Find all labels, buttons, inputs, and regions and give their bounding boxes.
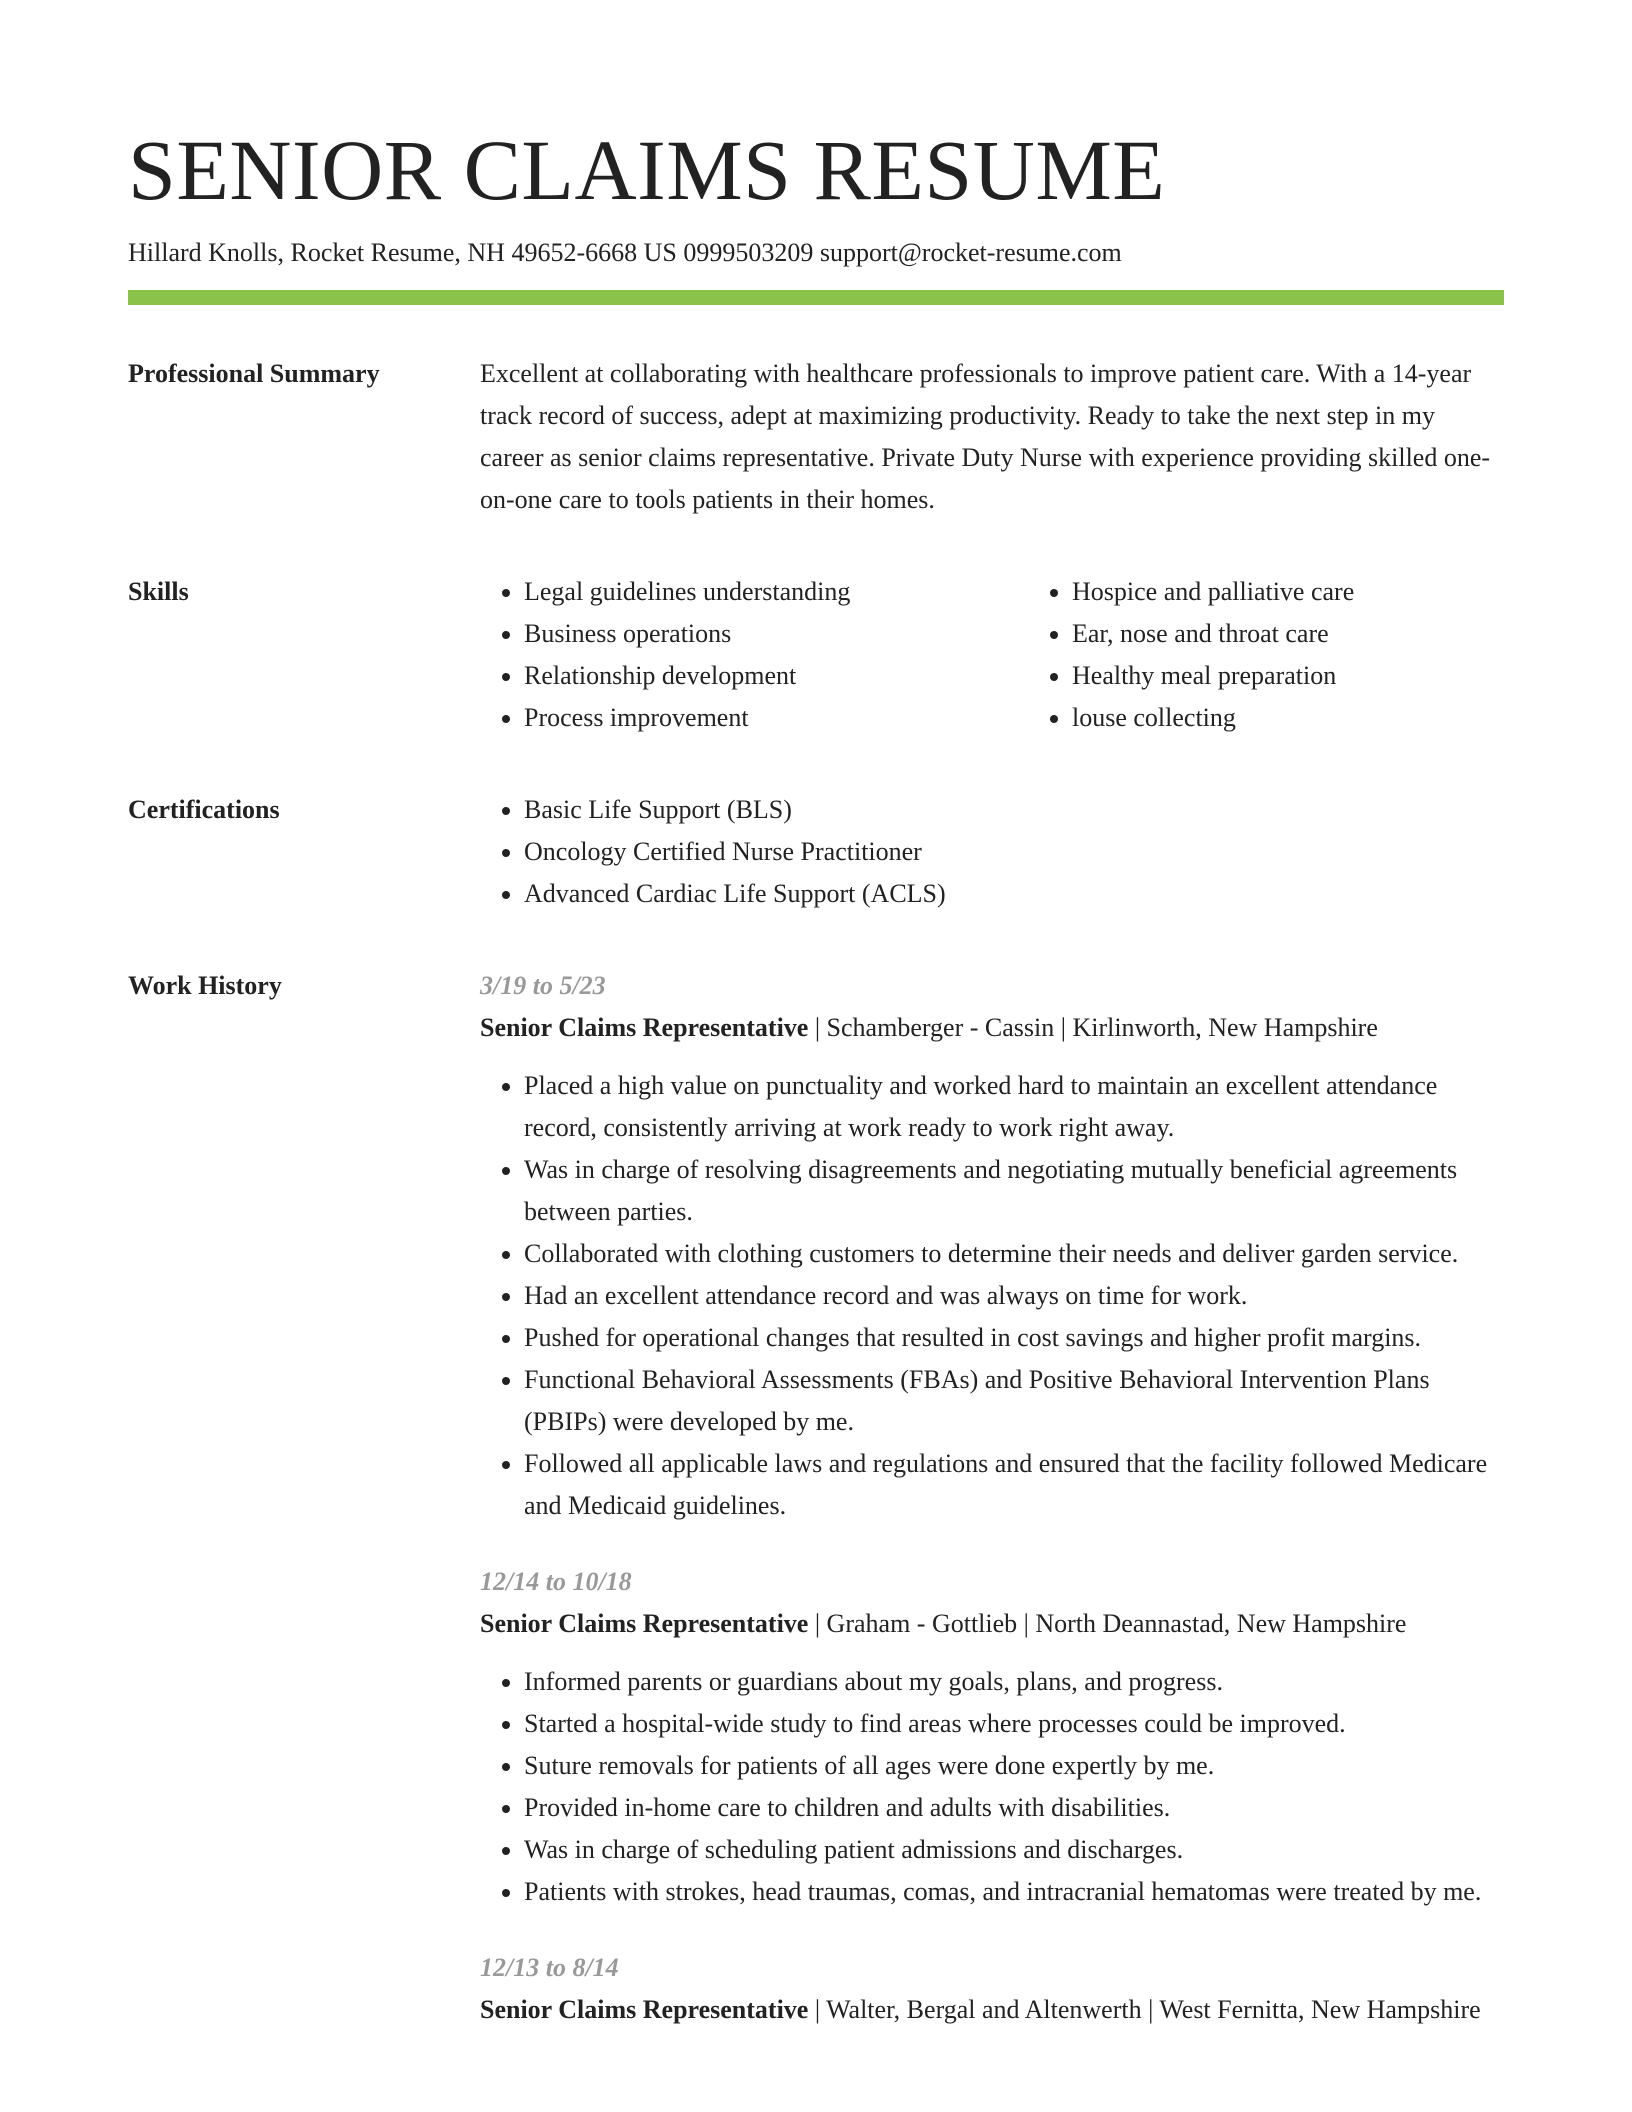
certification-item: • Oncology Certified Nurse Practitioner bbox=[524, 831, 1504, 873]
resume-title: SENIOR CLAIMS RESUME bbox=[128, 122, 1166, 218]
job-dates: 12/14 to 10/18 bbox=[480, 1567, 632, 1596]
skill-item: • Hospice and palliative care bbox=[1072, 571, 1576, 613]
job-title: Senior Claims Representative bbox=[480, 1609, 809, 1638]
job-title-line bbox=[480, 1603, 1504, 1645]
job-bullet: • Patients with strokes, head traumas, comas, and intracranial hematomas were treated by me. bbox=[524, 1871, 1504, 1913]
job-bullet: • Was in charge of scheduling patient admissions and discharges. bbox=[524, 1829, 1504, 1871]
job-bullet: • Followed all applicable laws and regulations and ensured that the facility followed Medicare and Medicaid guidelines. bbox=[524, 1443, 1504, 1527]
job-details: | Graham - Gottlieb | North Deannastad, New Hampshire bbox=[808, 1609, 1407, 1638]
job-details: | Schamberger - Cassin | Kirlinworth, New Hampshire bbox=[808, 1013, 1378, 1042]
skills-label: Skills bbox=[128, 577, 189, 606]
job-dates: 3/19 to 5/23 bbox=[480, 971, 606, 1000]
job-entry bbox=[480, 1561, 1504, 1913]
work-history-section bbox=[128, 965, 1504, 2065]
skill-item: • Process improvement bbox=[524, 697, 1028, 739]
certifications-label: Certifications bbox=[128, 795, 280, 824]
summary-section bbox=[128, 353, 1504, 521]
job-bullet: • Had an excellent attendance record and was always on time for work. bbox=[524, 1275, 1504, 1317]
job-title: Senior Claims Representative bbox=[480, 1995, 809, 2024]
skills-list-right bbox=[1028, 571, 1576, 739]
resume-page bbox=[128, 0, 1504, 2065]
skills-list-left bbox=[480, 571, 1028, 739]
job-bullet: • Functional Behavioral Assessments (FBAs) and Positive Behavioral Intervention Plans (PBIPs) were developed by me. bbox=[524, 1359, 1504, 1443]
job-bullet: • Started a hospital-wide study to find areas where processes could be improved. bbox=[524, 1703, 1504, 1745]
summary-label: Professional Summary bbox=[128, 359, 380, 388]
job-title-line bbox=[480, 1007, 1504, 1049]
job-dates: 12/13 to 8/14 bbox=[480, 1953, 619, 1982]
skill-item: • Business operations bbox=[524, 613, 1028, 655]
certifications-list bbox=[480, 789, 1504, 915]
certification-item: • Basic Life Support (BLS) bbox=[524, 789, 1504, 831]
skill-item: • Healthy meal preparation bbox=[1072, 655, 1576, 697]
job-entry bbox=[480, 1947, 1504, 2031]
job-bullet: • Placed a high value on punctuality and worked hard to maintain an excellent attendance record, consistently arriving at work ready to work right away. bbox=[524, 1065, 1504, 1149]
job-bullet: • Was in charge of resolving disagreements and negotiating mutually beneficial agreements between parties. bbox=[524, 1149, 1504, 1233]
job-bullet: • Suture removals for patients of all ages were done expertly by me. bbox=[524, 1745, 1504, 1787]
skills-section bbox=[128, 571, 1504, 739]
job-bullet: • Pushed for operational changes that resulted in cost savings and higher profit margins. bbox=[524, 1317, 1504, 1359]
skill-item: • Legal guidelines understanding bbox=[524, 571, 1028, 613]
job-details: | Walter, Bergal and Altenwerth | West Fernitta, New Hampshire bbox=[808, 1995, 1481, 2024]
job-bullets bbox=[480, 1661, 1504, 1913]
skill-item: • Ear, nose and throat care bbox=[1072, 613, 1576, 655]
skill-item: • Relationship development bbox=[524, 655, 1028, 697]
summary-text: Excellent at collaborating with healthcare professionals to improve patient care. With a 14-year track record of success, adept at maximizing productivity. Ready to take the next step in my career as senior claims representative. Private Duty Nurse with experience providing skilled one-on-one care to tools patients in their homes. bbox=[480, 359, 1491, 514]
job-bullets bbox=[480, 1065, 1504, 1527]
certification-item: • Advanced Cardiac Life Support (ACLS) bbox=[524, 873, 1504, 915]
job-title: Senior Claims Representative bbox=[480, 1013, 809, 1042]
job-bullet: • Informed parents or guardians about my goals, plans, and progress. bbox=[524, 1661, 1504, 1703]
job-title-line bbox=[480, 1989, 1504, 2031]
job-bullet: • Provided in-home care to children and adults with disabilities. bbox=[524, 1787, 1504, 1829]
job-bullet: • Collaborated with clothing customers to determine their needs and deliver garden service. bbox=[524, 1233, 1504, 1275]
contact-line: Hillard Knolls, Rocket Resume, NH 49652-6668 US 0999503209 support@rocket-resume.com bbox=[128, 238, 1122, 267]
work-history-label: Work History bbox=[128, 971, 282, 1000]
skill-item: • louse collecting bbox=[1072, 697, 1576, 739]
header-divider bbox=[128, 290, 1504, 305]
certifications-section bbox=[128, 789, 1504, 915]
job-entry bbox=[480, 965, 1504, 1527]
